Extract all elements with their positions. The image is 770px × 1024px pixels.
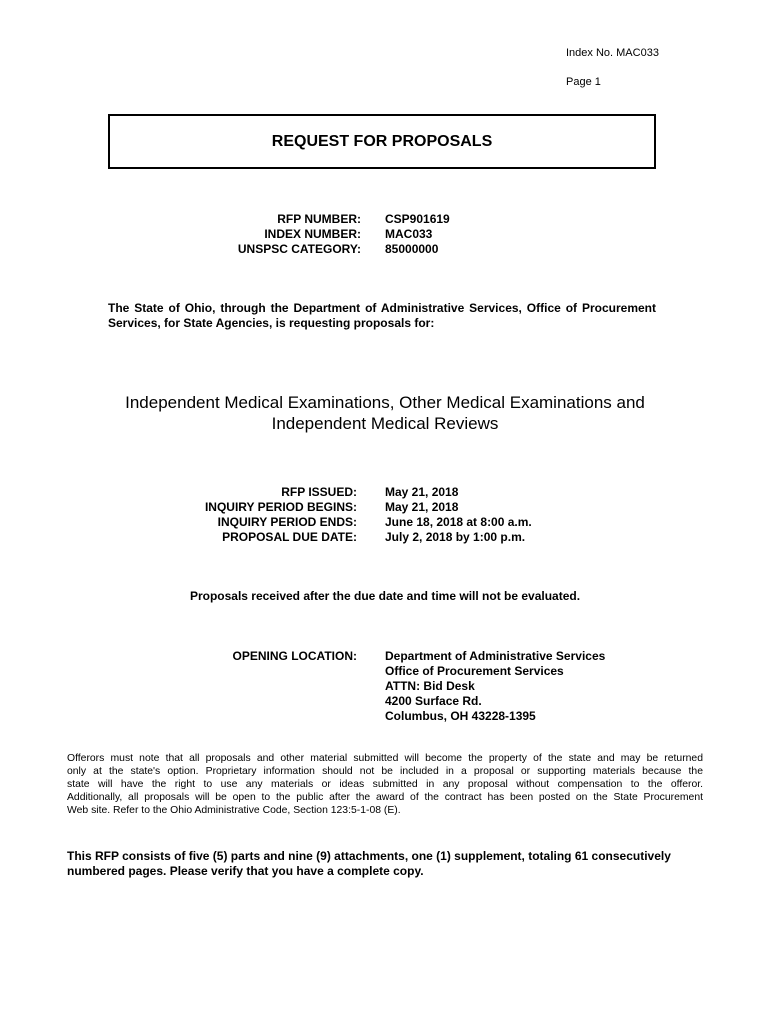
inquiry-ends-value: June 18, 2018 at 8:00 a.m. [385,515,532,529]
rfp-subject [100,392,670,434]
title-box [108,114,656,169]
page-title: REQUEST FOR PROPOSALS [271,132,493,150]
rfp-info-block [0,212,770,262]
opening-location-line-2: Office of Procurement Services [385,664,564,678]
rfp-issued-value: May 21, 2018 [385,485,459,499]
rfp-summary [67,849,703,879]
proposal-due-value: July 2, 2018 by 1:00 p.m. [385,530,526,544]
page-number-header: Page 1 [566,76,601,88]
rfp-summary-line-1: This RFP consists of five (5) parts and nine (9) attachments, one (1) supplement, totaling 61 consecutively [67,849,671,863]
rfp-summary-line-2: numbered pages. Please verify that you have a complete copy. [67,864,424,878]
intro-paragraph: The State of Ohio, through the Department of Administrative Services, Office of Procurement Services, for State Agencies, is requesting proposals for: [108,301,656,330]
rfp-subject-line-1: Independent Medical Examinations, Other Medical Examinations and [125,393,645,412]
index-number-value: MAC033 [385,227,433,241]
inquiry-begins-label: INQUIRY PERIOD BEGINS: [204,500,357,514]
unspsc-category-label: UNSPSC CATEGORY: [237,242,361,256]
offerors-notice-line-4: Additionally, all proposals will be open to the public after the award of the contract has been posted on the State Procurement [67,792,703,803]
index-number-header: Index No. MAC033 [566,47,659,59]
opening-location-line-4: 4200 Surface Rd. [385,694,482,708]
offerors-notice-line-5: Web site. Refer to the Ohio Administrative Code, Section 123:5-1-08 (E). [67,805,401,816]
rfp-issued-label: RFP ISSUED: [281,485,357,499]
opening-location-line-1: Department of Administrative Services [385,649,606,663]
index-number-label: INDEX NUMBER: [264,227,361,241]
rfp-subject-line-2: Independent Medical Reviews [271,414,499,433]
rfp-number-label: RFP NUMBER: [277,212,361,226]
offerors-notice-line-1: Offerors must note that all proposals and other material submitted will become the property of the state and may be returned [67,753,703,764]
opening-location-line-3: ATTN: Bid Desk [385,679,475,693]
offerors-notice [67,752,703,817]
unspsc-category-value: 85000000 [385,242,439,256]
dates-block [0,485,770,549]
opening-location-label: OPENING LOCATION: [232,649,357,663]
inquiry-ends-label: INQUIRY PERIOD ENDS: [217,515,357,529]
rfp-number-value: CSP901619 [385,212,450,226]
opening-location-line-5: Columbus, OH 43228-1395 [385,709,536,723]
late-proposals-notice: Proposals received after the due date and time will not be evaluated. [189,589,581,603]
inquiry-begins-value: May 21, 2018 [385,500,459,514]
offerors-notice-line-2: only at the state's option. Proprietary information should not be included in a proposal or supporting materials because the [67,766,703,777]
opening-location-block [0,649,770,729]
proposal-due-label: PROPOSAL DUE DATE: [222,530,357,544]
offerors-notice-line-3: state will have the right to use any materials or ideas submitted in any proposal without compensation to the offeror. [67,779,703,790]
